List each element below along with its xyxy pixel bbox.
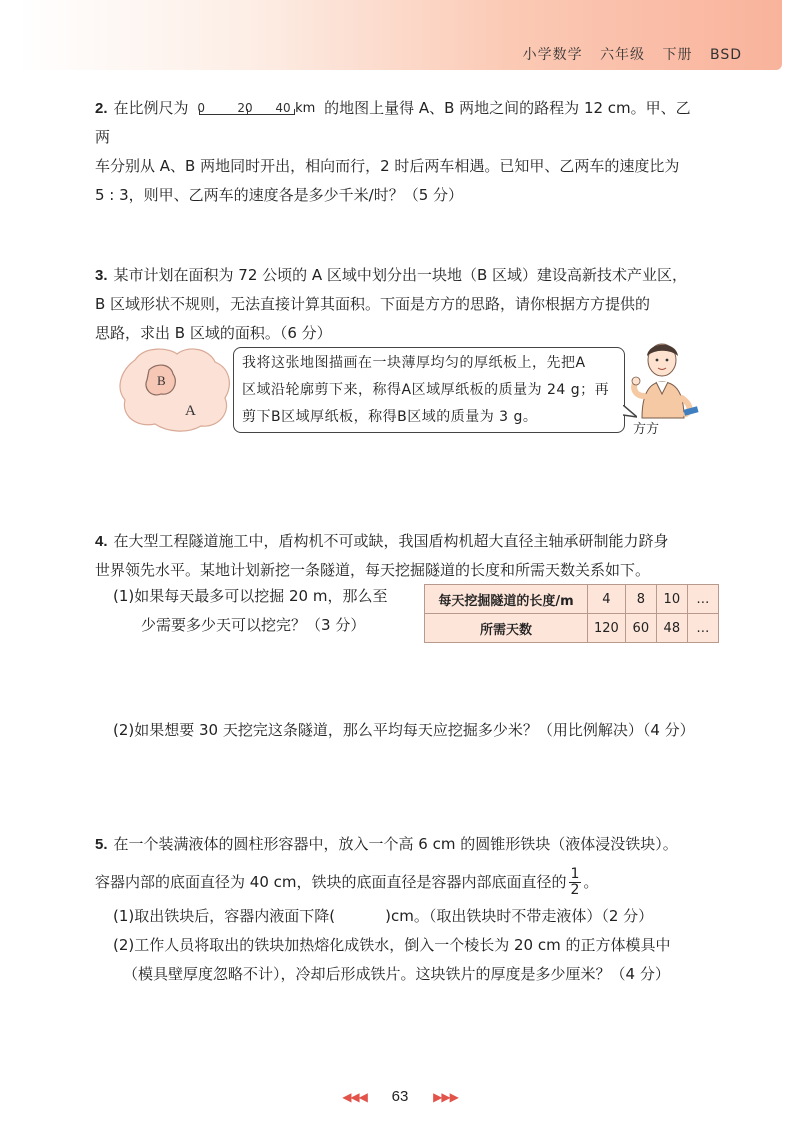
bubble-line-3: 剪下B区域厚纸板，称得B区域的质量为 3 g。 (242, 409, 538, 425)
table-cell: 10 (656, 585, 687, 614)
question-number: 3. (95, 267, 108, 284)
table-cell: 60 (625, 614, 656, 643)
table-row (425, 614, 719, 643)
q4-sub1-line-2: 少需要多少天可以挖完？（3 分） (141, 616, 366, 634)
q5-sub1-text-before: (1)取出铁块后，容器内液面下降( (113, 907, 336, 925)
table-row (425, 585, 719, 614)
header-volume: 下册 (662, 47, 693, 63)
fraction-denominator: 2 (570, 882, 580, 898)
header-edition: BSD (709, 47, 742, 63)
table-row-header: 每天挖掘隧道的长度/m (425, 585, 588, 614)
scale-tick-0: 0 (197, 101, 205, 115)
table-cell: … (687, 614, 718, 643)
question-3 (95, 261, 705, 348)
scale-bar-line (199, 109, 295, 115)
left-arrows-icon: ◀◀◀ (342, 1090, 367, 1104)
table-cell: … (687, 585, 718, 614)
q4-sub-question-1 (113, 582, 387, 640)
q2-line-3: 5 : 3，则甲、乙两车的速度各是多少千米/时？（5 分） (95, 186, 464, 204)
fraction-one-half (569, 867, 582, 898)
speech-bubble (233, 347, 625, 433)
table-cell: 48 (656, 614, 687, 643)
q4-sub-question-2: (2)如果想要 30 天挖完这条隧道，那么平均每天应挖掘多少米？（用比例解决）（4 分） (113, 721, 695, 739)
q4-line-2: 世界领先水平。某地计划新挖一条隧道，每天挖掘隧道的长度和所需天数关系如下。 (95, 561, 651, 579)
q5-sub1-text-after: )cm。（取出铁块时不带走液体）（2 分） (385, 907, 654, 925)
region-map-illustration (115, 340, 235, 435)
person-name-label: 方方 (633, 422, 660, 437)
question-number: 5. (95, 836, 108, 853)
table-cell: 8 (625, 585, 656, 614)
q5-line-1: 在一个装满液体的圆柱形容器中，放入一个高 6 cm 的圆锥形铁块（液体浸没铁块）。 (113, 835, 678, 853)
q2-line-2: 车分别从 A、B 两地同时开出，相向而行，2 时后两车相遇。已知甲、乙两车的速度比为 (95, 157, 680, 175)
page-footer (0, 1087, 800, 1105)
question-4 (95, 527, 705, 585)
q5-sub-question-1 (113, 902, 653, 931)
q5-line-2-text: 容器内部的底面直径为 40 cm，铁块的底面直径是容器内部底面直径的 (95, 873, 567, 891)
region-b-label: B (157, 373, 166, 388)
q5-line-2-end: 。 (583, 873, 599, 891)
header-grade: 六年级 (600, 47, 646, 63)
q5-sub-question-2 (113, 931, 671, 989)
q5-sub2-line-1: (2)工作人员将取出的铁块加热熔化成铁水，倒入一个棱长为 20 cm 的正方体模具中 (113, 936, 671, 954)
page-header (511, 44, 742, 64)
scale-unit: km (295, 101, 316, 116)
question-2 (95, 94, 705, 210)
question-5 (95, 830, 705, 898)
q4-line-1: 在大型工程隧道施工中，盾构机不可或缺，我国盾构机超大直径主轴承研制能力跻身 (113, 532, 669, 550)
region-a-label: A (185, 403, 196, 419)
scale-tick-40: 40 (275, 101, 291, 115)
bubble-line-1: 我将这张地图描画在一块薄厚均匀的厚纸板上，先把A (242, 355, 586, 371)
q5-sub2-line-2: （模具壁厚度忽略不计），冷却后形成铁片。这块铁片的厚度是多少厘米？（4 分） (123, 965, 670, 983)
table-cell: 120 (588, 614, 626, 643)
tunnel-data-table (424, 584, 719, 643)
question-number: 2. (95, 100, 108, 117)
table-row-header: 所需天数 (425, 614, 588, 643)
q4-sub1-line-1: (1)如果每天最多可以挖掘 20 m，那么至 (113, 587, 388, 605)
fraction-numerator: 1 (570, 866, 580, 882)
bubble-line-2: 区域沿轮廓剪下来，称得A区域厚纸板的质量为 24 g；再 (242, 382, 610, 398)
q2-text-before-scale: 在比例尺为 (113, 99, 189, 117)
scale-tick-20: 20 (237, 101, 253, 115)
q2-text-after-scale: 的地图上量得 A、B 两地之间的路程为 12 cm。甲、乙两 (95, 99, 691, 146)
scale-bar (197, 96, 315, 118)
q3-line-2: B 区域形状不规则，无法直接计算其面积。下面是方方的思路，请你根据方方提供的 (95, 295, 651, 313)
q3-line-3: 思路，求出 B 区域的面积。（6 分） (95, 324, 332, 342)
header-subject: 小学数学 (522, 47, 583, 63)
table-cell: 4 (588, 585, 626, 614)
right-arrows-icon: ▶▶▶ (433, 1090, 458, 1104)
q3-line-1: 某市计划在面积为 72 公顷的 A 区域中划分出一块地（B 区域）建设高新技术产业区， (113, 266, 687, 284)
page-number: 63 (391, 1088, 409, 1105)
question-number: 4. (95, 533, 108, 550)
